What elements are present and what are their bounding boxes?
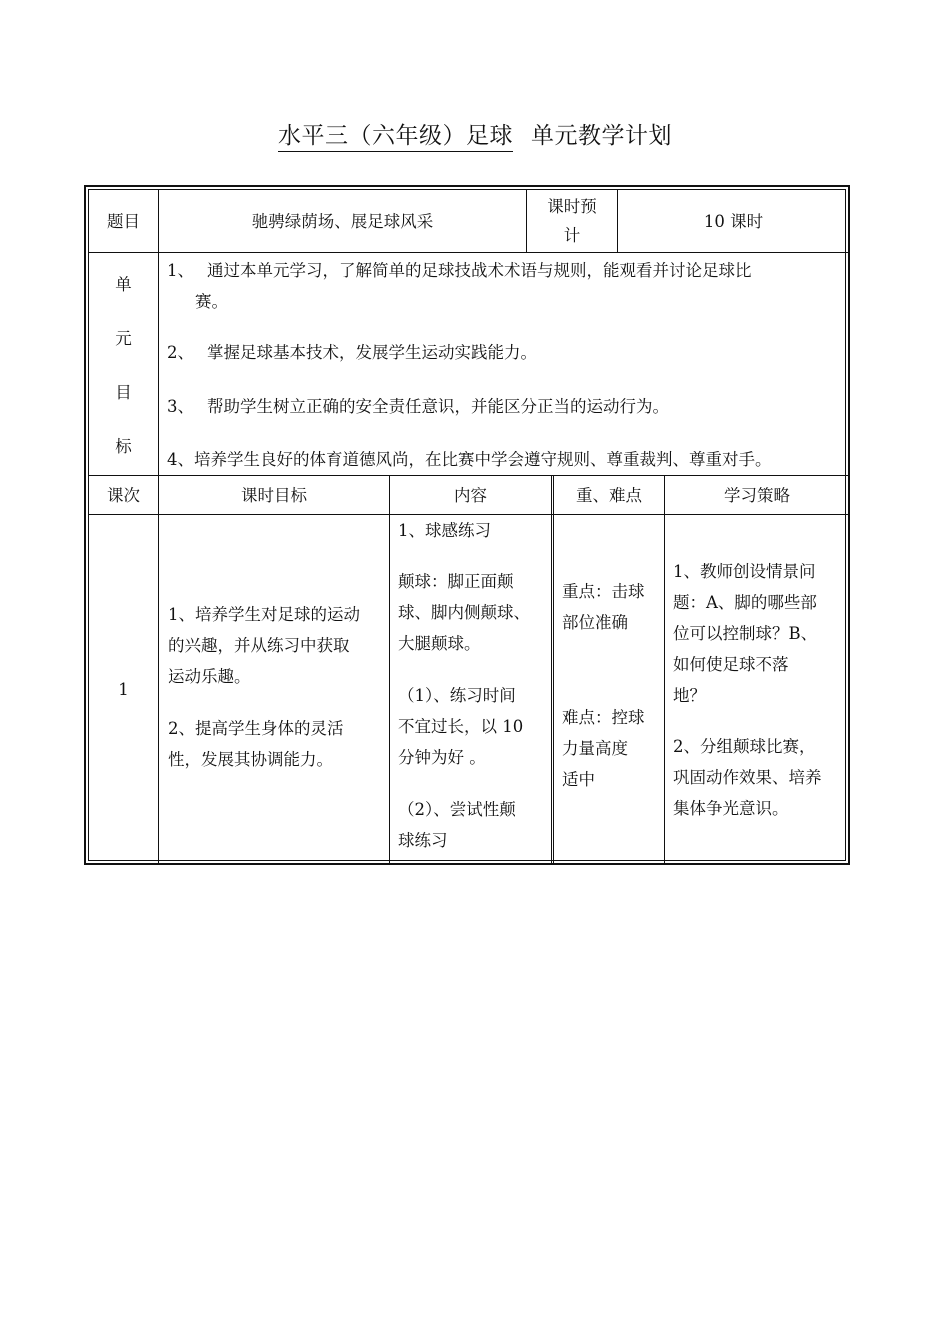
content-2-line3: 大腿颠球。	[398, 634, 481, 653]
unit-goal-4	[167, 444, 857, 475]
topic-value: 驰骋绿荫场、展足球风采	[251, 211, 434, 231]
lesson-strategy	[673, 556, 849, 824]
content-1: 1、球感练习	[398, 521, 491, 540]
lesson-keypoints	[562, 576, 664, 795]
unit-goal-4-text: 4、培养学生良好的体育道德风尚，在比赛中学会遵守规则、尊重裁判、尊重对手。	[167, 450, 772, 469]
unit-goal-3-num: 3、	[167, 397, 194, 416]
col-divider-4	[664, 475, 665, 864]
unit-goals-char-4: 标	[115, 437, 132, 456]
page-title-main: 水平三（六年级）足球	[278, 123, 513, 152]
page-title-rest: 单元教学计划	[531, 123, 672, 149]
hours-label-line2: 计	[563, 226, 581, 245]
col-header-objectives: 课时目标	[241, 485, 307, 505]
unit-goal-3-text: 帮助学生树立正确的安全责任意识，并能区分正当的运动行为。	[207, 397, 669, 416]
lesson-objectives	[168, 599, 388, 775]
col-divider-3a	[551, 475, 552, 864]
unit-goal-2-text: 掌握足球基本技术，发展学生运动实践能力。	[207, 343, 537, 362]
content-4-line1: （2）、尝试性颠	[398, 800, 516, 819]
strategy-1-line1: 1、教师创设情景问	[673, 562, 816, 581]
content-3-line1: （1）、练习时间	[398, 686, 516, 705]
col-divider-3b	[553, 475, 554, 864]
keypoint-1-line1: 重点：击球	[562, 582, 645, 601]
plan-table-inner	[88, 189, 846, 861]
hours-label	[527, 192, 617, 252]
keypoint-2-line2: 力量高度	[562, 739, 628, 758]
unit-goals-char-2: 元	[115, 329, 132, 348]
strategy-1-line5: 地？	[673, 686, 706, 705]
lesson-content	[398, 515, 550, 856]
objective-2-line2: 性，发展其协调能力。	[168, 750, 333, 769]
content-2-line2: 球、脚内侧颠球、	[398, 603, 530, 622]
strategy-2-line2: 巩固动作效果、培养	[673, 768, 822, 787]
topic-label: 题目	[107, 211, 140, 231]
unit-goal-1-text: 通过本单元学习，了解简单的足球技战术术语与规则，能观看并讨论足球比	[207, 261, 752, 280]
objective-1-line2: 的兴趣，并从练习中获取	[168, 636, 350, 655]
keypoint-1-line2: 部位准确	[562, 613, 628, 632]
content-3-line2: 不宜过长，以 10	[398, 717, 524, 736]
unit-goal-1-text-cont: 赛。	[195, 292, 228, 311]
unit-goals-char-3: 目	[115, 383, 132, 402]
objective-1-line1: 1、培养学生对足球的运动	[168, 605, 360, 624]
keypoint-2-line1: 难点：控球	[562, 708, 645, 727]
strategy-2-line1: 2、分组颠球比赛，	[673, 737, 816, 756]
strategy-1-line4: 如何使足球不落	[673, 655, 789, 674]
objective-1-line3: 运动乐趣。	[168, 667, 251, 686]
col-divider-2	[389, 475, 390, 864]
unit-goal-2	[167, 337, 847, 368]
col-header-keypoints: 重、难点	[576, 485, 642, 505]
unit-goals-label	[89, 253, 158, 475]
unit-goal-3	[167, 391, 847, 422]
page-title-spacer	[518, 123, 526, 149]
objective-2-line1: 2、提高学生身体的灵活	[168, 719, 344, 738]
unit-goal-1-num: 1、	[167, 261, 194, 280]
content-3-line3: 分钟为好 。	[398, 748, 486, 767]
keypoint-2-line3: 适中	[562, 770, 595, 789]
content-4-line2: 球练习	[398, 831, 448, 850]
unit-goal-1	[167, 255, 847, 317]
unit-goals-list	[159, 253, 849, 475]
col-header-strategy: 学习策略	[724, 485, 790, 505]
strategy-1-line2: 题：A、脚的哪些部	[673, 593, 817, 612]
col-header-lesson: 课次	[107, 485, 140, 505]
unit-goal-2-num: 2、	[167, 343, 194, 362]
strategy-2-line3: 集体争光意识。	[673, 799, 789, 818]
col-header-content: 内容	[454, 485, 487, 505]
plan-table	[84, 185, 850, 865]
page-title-wrap	[0, 117, 950, 150]
lesson-number: 1	[118, 680, 129, 699]
content-2-line1: 颠球：脚正面颠	[398, 572, 514, 591]
strategy-1-line3: 位可以控制球？B、	[673, 624, 818, 643]
unit-goals-char-1: 单	[115, 275, 132, 294]
hours-label-line1: 课时预	[547, 197, 597, 216]
hours-value: 10 课时	[703, 211, 764, 231]
